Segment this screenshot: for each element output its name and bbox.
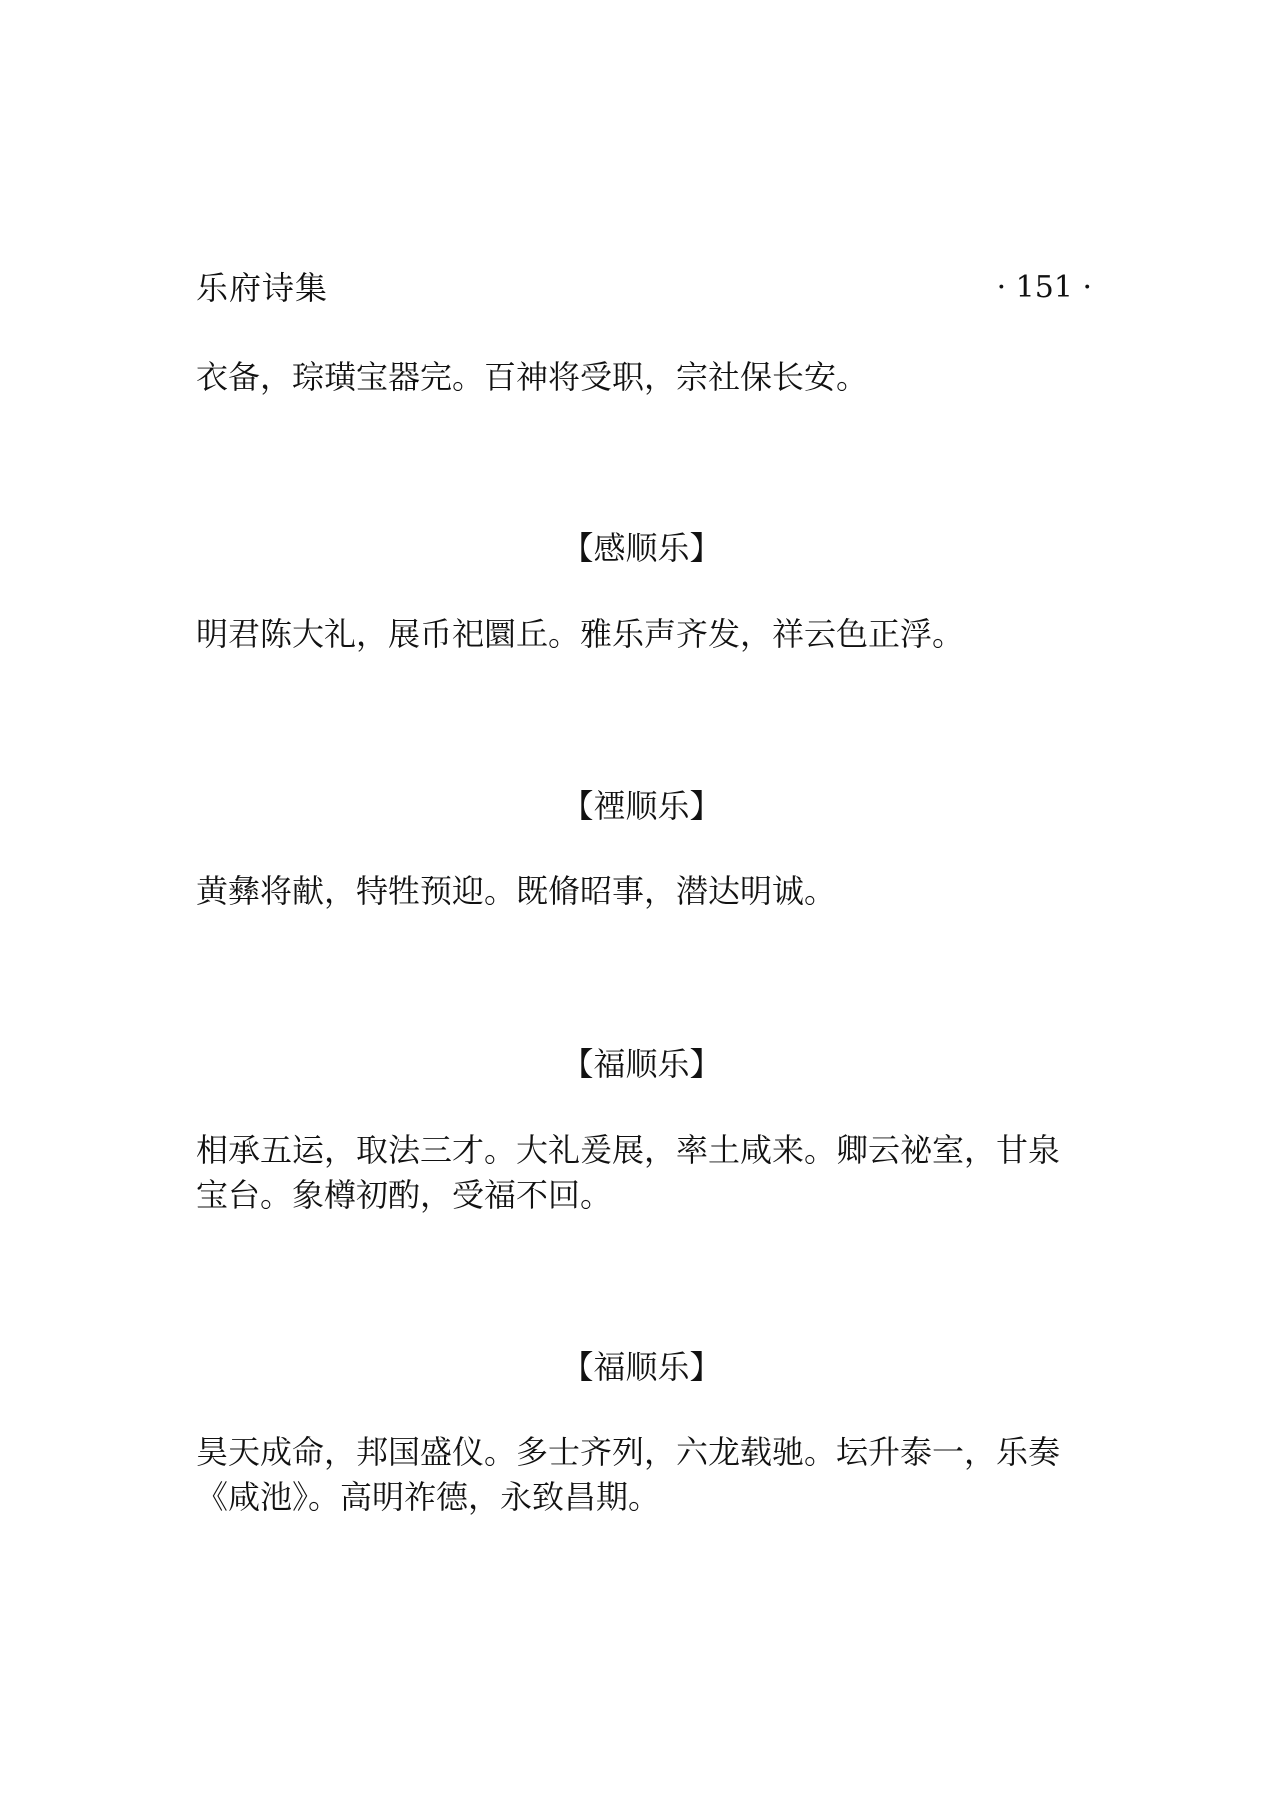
page-number: · 151 · [996, 270, 1092, 305]
section-heading-yinshun: 【禋顺乐】 [561, 787, 722, 825]
section-text-line: 明君陈大礼，展币祀圜丘。雅乐声齐发，祥云色正浮。 [196, 615, 965, 653]
intro-line: 衣备，琮璜宝器完。百神将受职，宗社保长安。 [196, 358, 869, 396]
section-heading-ganshun: 【感顺乐】 [561, 529, 722, 567]
section-text-line: 昊天成命，邦国盛仪。多士齐列，六龙载驰。坛升泰一，乐奏 [196, 1433, 1061, 1471]
book-title: 乐府诗集 [196, 269, 329, 307]
section-heading-fushun-1: 【福顺乐】 [561, 1045, 722, 1083]
section-text-line: 相承五运，取法三才。大礼爰展，率土咸来。卿云祕室，甘泉 [196, 1131, 1061, 1169]
section-heading-fushun-2: 【福顺乐】 [561, 1348, 722, 1386]
section-text-line: 黄彝将献，特牲预迎。既脩昭事，潜达明诚。 [196, 872, 837, 910]
section-text-line: 《咸池》。高明祚德，永致昌期。 [196, 1478, 661, 1516]
section-text-line: 宝台。象樽初酌，受福不回。 [196, 1176, 613, 1214]
